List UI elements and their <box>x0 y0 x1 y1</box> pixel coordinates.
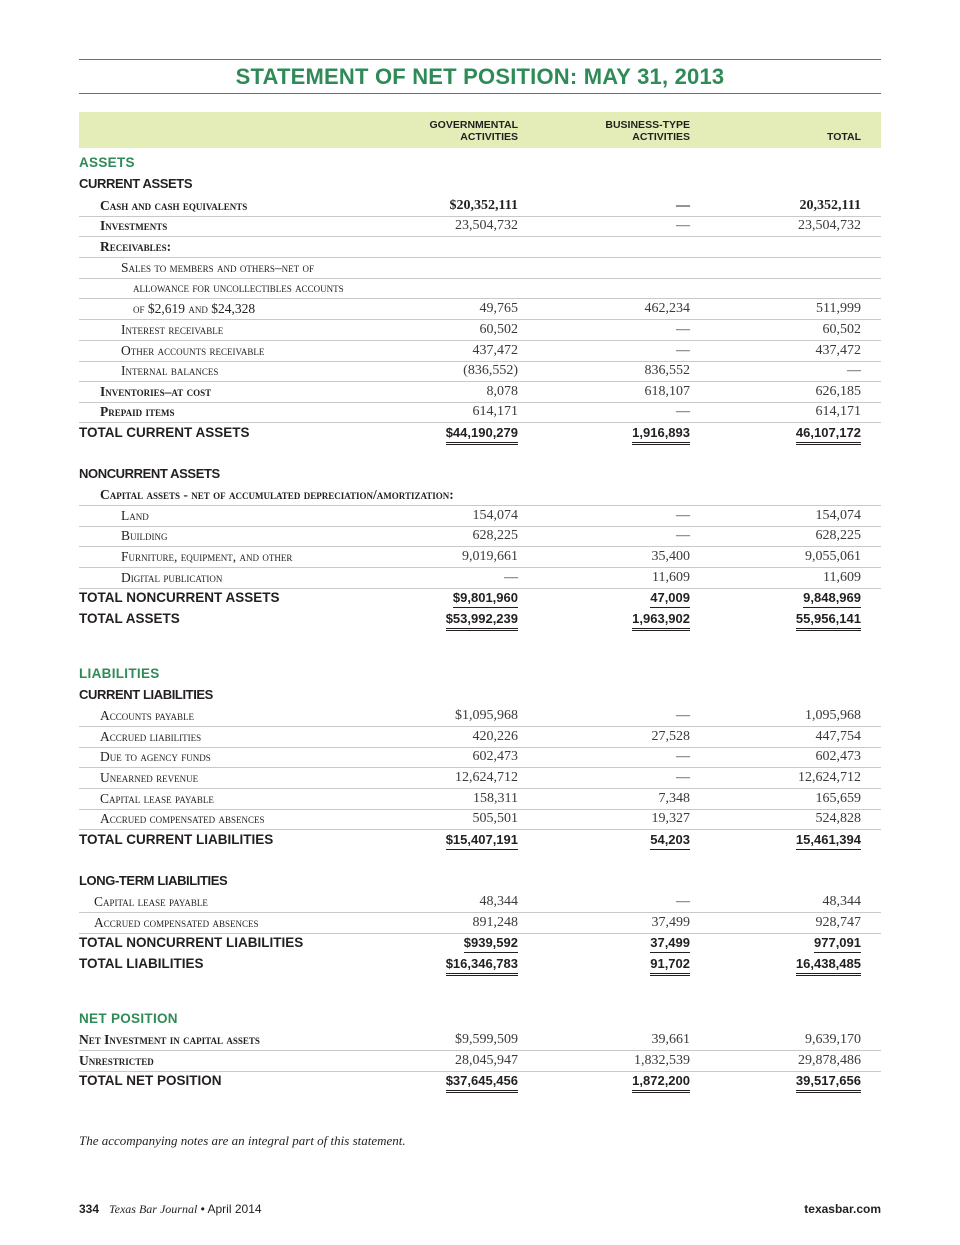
total-label: TOTAL CURRENT ASSETS <box>79 425 250 440</box>
column-header-band <box>79 112 881 148</box>
row-label: Receivables: <box>100 239 172 254</box>
row-bus-value: 836,552 <box>644 363 690 378</box>
total-bus-value: 1,872,200 <box>632 1071 690 1093</box>
table-row <box>79 320 881 341</box>
current-liabilities-heading: CURRENT LIABILITIES <box>79 687 213 702</box>
row-total-value: 9,639,170 <box>805 1032 861 1047</box>
total-gov-value: $44,190,279 <box>446 423 518 445</box>
row-total-value: 9,055,061 <box>805 549 861 564</box>
row-bus-value: 11,609 <box>652 570 690 585</box>
total-assets-row <box>79 609 881 629</box>
row-bus-value: — <box>676 322 690 337</box>
total-gov-value: $53,992,239 <box>446 609 518 631</box>
issue-date: April 2014 <box>207 1202 262 1216</box>
row-total-value: 602,473 <box>815 749 861 764</box>
table-row <box>79 706 881 727</box>
row-total-value: 23,504,732 <box>798 218 861 233</box>
journal-name: Texas Bar Journal <box>109 1202 198 1216</box>
row-total-value: 165,659 <box>815 791 861 806</box>
row-bus-value: — <box>676 343 690 358</box>
table-row <box>79 768 881 789</box>
total-current-assets-row <box>79 423 881 443</box>
total-label: TOTAL LIABILITIES <box>79 956 204 971</box>
total-total-value: 15,461,394 <box>796 830 861 850</box>
row-total-value: — <box>847 363 861 378</box>
row-gov-value: 12,624,712 <box>455 770 518 785</box>
table-row <box>79 237 881 258</box>
row-gov-value: 154,074 <box>472 508 518 523</box>
table-row <box>79 258 881 279</box>
row-bus-value: — <box>676 218 690 233</box>
total-bus-value: 1,963,902 <box>632 609 690 631</box>
row-gov-value: 628,225 <box>472 528 518 543</box>
row-total-value: 29,878,486 <box>798 1053 861 1068</box>
total-total-value: 55,956,141 <box>796 609 861 631</box>
current-liabilities-heading-row <box>79 685 881 705</box>
row-label: Investments <box>100 218 168 233</box>
row-gov-value: 505,501 <box>472 811 518 826</box>
table-row <box>79 382 881 403</box>
total-total-value: 977,091 <box>814 933 861 953</box>
table-row <box>79 568 881 589</box>
total-net-position-row <box>79 1071 881 1091</box>
assets-heading-row <box>79 153 881 173</box>
row-label: Cash and cash equivalents <box>100 198 248 213</box>
header-business-line1: BUSINESS-TYPE <box>605 119 690 131</box>
total-label: TOTAL ASSETS <box>79 611 180 626</box>
row-total-value: 437,472 <box>815 343 861 358</box>
table-row <box>79 747 881 768</box>
total-noncurrent-assets-row <box>79 588 881 608</box>
row-total-value: 626,185 <box>815 384 861 399</box>
noncurrent-assets-heading: NONCURRENT ASSETS <box>79 466 220 481</box>
current-assets-heading: CURRENT ASSETS <box>79 176 193 191</box>
total-gov-value: $9,801,960 <box>453 588 518 608</box>
row-gov-value: 158,311 <box>473 791 518 806</box>
row-gov-value: 23,504,732 <box>455 218 518 233</box>
total-gov-value: $16,346,783 <box>446 954 518 976</box>
table-row <box>79 727 881 748</box>
table-row <box>79 913 881 934</box>
row-total-value: 60,502 <box>822 322 861 337</box>
table-row <box>79 1030 881 1051</box>
total-current-liabilities-row <box>79 830 881 850</box>
total-label: TOTAL CURRENT LIABILITIES <box>79 832 274 847</box>
page-footer <box>79 1202 881 1218</box>
row-total-value: 48,344 <box>822 894 861 909</box>
row-bus-value: 35,400 <box>651 549 690 564</box>
row-label: Accrued compensated absences <box>100 811 265 826</box>
row-label: Internal balances <box>121 363 219 378</box>
total-bus-value: 1,916,893 <box>632 423 690 445</box>
row-gov-value: 614,171 <box>472 404 518 419</box>
total-gov-value: $939,592 <box>464 933 518 953</box>
row-label: Accounts payable <box>100 708 194 723</box>
total-total-value: 16,438,485 <box>796 954 861 976</box>
header-business-type <box>605 119 690 143</box>
row-total-value: 154,074 <box>815 508 861 523</box>
row-total-value: 628,225 <box>815 528 861 543</box>
row-gov-value: $1,095,968 <box>455 708 518 723</box>
row-bus-value: — <box>676 770 690 785</box>
row-label: Prepaid items <box>100 404 175 419</box>
row-label: allowance for uncollectibles accounts <box>133 280 344 295</box>
table-row <box>79 402 881 423</box>
row-gov-value: 60,502 <box>479 322 518 337</box>
page-title: STATEMENT OF NET POSITION: MAY 31, 2013 <box>235 64 725 89</box>
header-governmental-line1: GOVERNMENTAL <box>429 119 518 131</box>
table-row <box>79 892 881 913</box>
row-gov-value: $20,352,111 <box>449 198 518 213</box>
header-governmental-line2: ACTIVITIES <box>460 131 518 143</box>
row-gov-value: — <box>504 570 518 585</box>
row-bus-value: — <box>676 198 690 213</box>
table-row <box>79 216 881 237</box>
row-label: Building <box>121 528 168 543</box>
row-label: Capital lease payable <box>100 791 214 806</box>
row-gov-value: 28,045,947 <box>455 1053 518 1068</box>
row-gov-value: 437,472 <box>472 343 518 358</box>
row-bus-value: 27,528 <box>651 729 690 744</box>
row-label: Digital publication <box>121 570 223 585</box>
row-bus-value: 19,327 <box>651 811 690 826</box>
row-gov-value: 8,078 <box>486 384 518 399</box>
row-label: Unrestricted <box>79 1053 154 1068</box>
current-assets-heading-row <box>79 174 881 194</box>
total-gov-value: $37,645,456 <box>446 1071 518 1093</box>
header-total <box>827 131 861 143</box>
total-label: TOTAL NONCURRENT ASSETS <box>79 590 280 605</box>
row-total-value: 11,609 <box>823 570 861 585</box>
row-gov-value: $9,599,509 <box>455 1032 518 1047</box>
table-row <box>79 278 881 299</box>
row-gov-value: 9,019,661 <box>462 549 518 564</box>
longterm-liabilities-heading: LONG-TERM LIABILITIES <box>79 873 228 888</box>
total-liabilities-row <box>79 954 881 974</box>
table-row <box>79 526 881 547</box>
title-bar <box>79 59 881 94</box>
row-label: Inventories–at cost <box>100 384 212 399</box>
total-gov-value: $15,407,191 <box>446 830 518 850</box>
row-bus-value: — <box>676 708 690 723</box>
row-bus-value: 1,832,539 <box>634 1053 690 1068</box>
header-total-label: TOTAL <box>826 131 861 143</box>
table-row <box>79 361 881 382</box>
row-bus-value: — <box>676 508 690 523</box>
footnote: The accompanying notes are an integral part of this statement. <box>79 1133 406 1148</box>
row-label: Sales to members and others–net of <box>121 260 314 275</box>
row-total-value: 20,352,111 <box>799 198 861 213</box>
row-bus-value: 39,661 <box>651 1032 690 1047</box>
row-label: Unearned revenue <box>100 770 199 785</box>
row-label: Capital lease payable <box>94 894 208 909</box>
row-label: Other accounts receivable <box>121 343 265 358</box>
footer-separator: • <box>200 1202 205 1216</box>
row-total-value: 1,095,968 <box>805 708 861 723</box>
liabilities-heading: LIABILITIES <box>79 666 160 681</box>
row-bus-value: — <box>676 404 690 419</box>
page-number: 334 <box>79 1202 100 1216</box>
net-position-heading: NET POSITION <box>79 1011 178 1026</box>
assets-heading: ASSETS <box>79 155 135 170</box>
row-total-value: 524,828 <box>815 811 861 826</box>
row-label: Due to agency funds <box>100 749 211 764</box>
header-business-line2: ACTIVITIES <box>632 131 690 143</box>
table-row <box>79 1051 881 1072</box>
table-row <box>79 547 881 568</box>
row-total-value: 12,624,712 <box>798 770 861 785</box>
row-bus-value: 7,348 <box>658 791 690 806</box>
site-link[interactable]: texasbar.com <box>804 1202 881 1216</box>
row-gov-value: 891,248 <box>472 915 518 930</box>
liabilities-heading-row <box>79 664 881 684</box>
total-bus-value: 37,499 <box>650 933 690 953</box>
row-gov-value: 602,473 <box>472 749 518 764</box>
row-total-value: 447,754 <box>815 729 861 744</box>
row-total-value: 928,747 <box>815 915 861 930</box>
row-gov-value: 48,344 <box>479 894 518 909</box>
table-row <box>79 485 881 506</box>
header-governmental <box>430 119 518 143</box>
table-row <box>79 299 881 320</box>
total-bus-value: 91,702 <box>650 954 690 976</box>
row-bus-value: — <box>676 749 690 764</box>
total-bus-value: 54,203 <box>650 830 690 850</box>
total-label: TOTAL NET POSITION <box>79 1073 222 1088</box>
row-bus-value: 37,499 <box>651 915 690 930</box>
table-row <box>79 789 881 810</box>
row-gov-value: 49,765 <box>479 301 518 316</box>
table-row <box>79 809 881 830</box>
row-bus-value: — <box>676 528 690 543</box>
row-label: Land <box>121 508 149 523</box>
row-label: Accrued compensated absences <box>94 915 259 930</box>
row-label: Accrued liabilities <box>100 729 202 744</box>
total-total-value: 46,107,172 <box>796 423 861 445</box>
noncurrent-assets-heading-row <box>79 464 881 484</box>
row-label: Furniture, equipment, and other <box>121 549 293 564</box>
net-position-heading-row <box>79 1009 881 1029</box>
total-noncurrent-liabilities-row <box>79 933 881 953</box>
row-label: of $2,619 and $24,328 <box>133 301 256 316</box>
row-total-value: 614,171 <box>815 404 861 419</box>
row-gov-value: 420,226 <box>472 729 518 744</box>
longterm-liabilities-heading-row <box>79 871 881 891</box>
total-bus-value: 47,009 <box>650 588 690 608</box>
row-label: Capital assets - net of accumulated depreciation/amortization: <box>100 487 454 502</box>
total-total-value: 9,848,969 <box>803 588 861 608</box>
row-bus-value: — <box>676 894 690 909</box>
table-row <box>79 506 881 527</box>
table-row <box>79 196 881 217</box>
row-label: Interest receivable <box>121 322 224 337</box>
row-total-value: 511,999 <box>816 301 861 316</box>
row-gov-value: (836,552) <box>463 363 518 378</box>
row-bus-value: 462,234 <box>644 301 690 316</box>
total-total-value: 39,517,656 <box>796 1071 861 1093</box>
row-label: Net Investment in capital assets <box>79 1032 260 1047</box>
table-row <box>79 341 881 362</box>
total-label: TOTAL NONCURRENT LIABILITIES <box>79 935 304 950</box>
row-bus-value: 618,107 <box>644 384 690 399</box>
